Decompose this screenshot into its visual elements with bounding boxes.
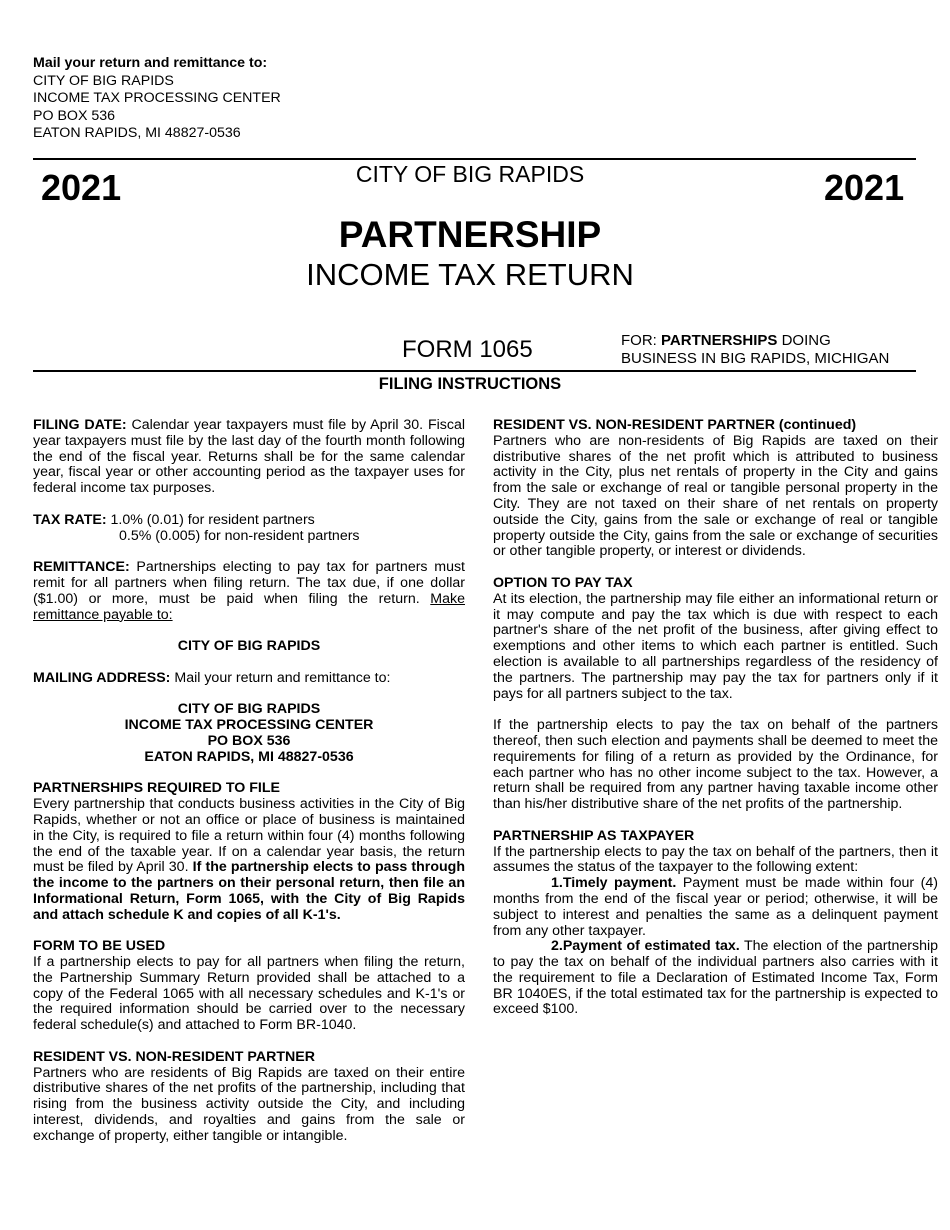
tax-rate-line2: 0.5% (0.005) for non-resident partners (119, 527, 360, 544)
mailing-address-text: Mail your return and remittance to: (174, 669, 391, 686)
resident-cont-text: Partners who are non-residents of Big Rapids are taxed on their distributive shares of the net profit which is attributed to business activity in the City, plus net rentals of property in the City and gains from the sale or exchange of real or tangible personal property in the City. They are not taxed on their share of net rentals on property outside the City, gains from the sale or exchange of real or tangible property outside the City, gains from the sale or exchange of securities or other tangible property, or interest or dividends. (493, 432, 938, 560)
required-text: Every partnership that conducts business activities in the City of Big Rapids, whether or not an office or place of business is maintained in the City, is required to file a return within four (4) months following the end of the taxable year. If on a calendar year basis, the return must be filed by April 30. (33, 796, 465, 876)
main-title: PARTNERSHIP (338, 214, 602, 255)
form-for-text (621, 332, 889, 368)
option-text-2: If the partnership elects to pay the tax on behalf of the partners thereof, then such election and payments shall be deemed to meet the requirements for filing of a return as provided by the Ordinance, for each partner who has no other income subject to the tax. However, a return shall be required from any partner having taxable income other than his/her distributive share of the net profits of the partnership. (493, 717, 938, 813)
form-number: FORM 1065 (402, 336, 533, 363)
mail-to-line: INCOME TAX PROCESSING CENTER (33, 90, 281, 106)
year-left: 2021 (41, 167, 122, 208)
estimated-tax-label: 2.Payment of estimated tax. (551, 938, 740, 955)
remittance-label: REMITTANCE: (33, 559, 130, 576)
required-heading: PARTNERSHIPS REQUIRED TO FILE (33, 780, 280, 797)
right-column (493, 418, 938, 1018)
tax-rate-label: TAX RATE: (33, 511, 107, 528)
resident-heading: RESIDENT VS. NON-RESIDENT PARTNER (33, 1048, 315, 1065)
payable-to: CITY OF BIG RAPIDS (177, 638, 321, 655)
taxpayer-text: If the partnership elects to pay the tax on behalf of the partners, then it assumes the status of the taxpayer to the following extent: (493, 843, 938, 876)
tax-rate-section (33, 513, 465, 529)
sub-title: INCOME TAX RETURN (306, 257, 634, 292)
option-text: At its election, the partnership may file either an informational return or it may compute and pay the tax which is due with respect to each partner's share of the net profit of the business, after giving effect to exemptions and other items to which each partner is entitled. Such election is available to all partnerships regardless of the residency of the partners. The partnership may pay the tax for partners only if it pays for all partners subject to the tax. (493, 590, 938, 702)
timely-payment-text: Payment must be made within four (4) months from the end of the fiscal year or period; otherwise, it will be subject to interest and penalties the same as a delinquent payment from any other taxpayer. (493, 875, 938, 939)
form-for-line2: BUSINESS IN BIG RAPIDS, MICHIGAN (621, 350, 890, 367)
option-heading: OPTION TO PAY TAX (493, 574, 633, 591)
timely-payment-item (493, 876, 938, 939)
remittance-text: Partnerships electing to pay tax for partners must remit for all partners when filing return. The tax due, if one dollar ($1.00) or more, must be paid when filing the return. (33, 559, 465, 607)
mail-to-block (33, 55, 281, 143)
filing-date-text: Calendar year taxpayers must file by April 30. Fiscal year taxpayers must file by the last day of the fourth month following the end of the fiscal year. Returns shall be for the same calendar year, fiscal year or other accounting period as the taxpayer uses for federal income tax purposes. (33, 417, 465, 497)
resident-text: Partners who are residents of Big Rapids are taxed on their entire distributive shares of the net profits of the partnership, including that rising from the business activity outside the City, and including interest, dividends, and royalties and gains from the sale or exchange of property, either tangible or intangible. (33, 1064, 465, 1144)
mail-to-line: PO BOX 536 (33, 107, 116, 124)
resident-cont-heading: RESIDENT VS. NON-RESIDENT PARTNER (continued) (493, 417, 857, 433)
form-used-text: If a partnership elects to pay for all partners when filing the return, the Partnership Summary Return provided shall be attached to a copy of the Federal 1065 with all necessary schedules and K-1's or the required information should be carried over to the necessary federal schedule(s) and attached to Form BR-1040. (33, 954, 465, 1034)
required-bold-text: If the partnership elects to pass through the income to the partners on their personal return, then file an Informational Return, Form 1065, with the City of Big Rapids and attach schedule K and copies of all K-1's. (33, 859, 465, 923)
form-for-rest: DOING (781, 332, 831, 349)
filing-instructions-heading: FILING INSTRUCTIONS (378, 375, 562, 393)
address-line: EATON RAPIDS, MI 48827-0536 (144, 748, 354, 765)
required-section (33, 797, 465, 923)
mail-to-heading: Mail your return and remittance to: (33, 55, 268, 71)
form-used-heading: FORM TO BE USED (33, 938, 166, 955)
mailing-address-section (33, 671, 465, 687)
form-for-bold: PARTNERSHIPS (661, 332, 778, 349)
mail-to-line: EATON RAPIDS, MI 48827-0536 (33, 125, 241, 141)
estimated-tax-item (493, 939, 938, 1018)
tax-rate-line1: 1.0% (0.01) for resident partners (110, 511, 315, 528)
form-for-prefix: FOR: (621, 332, 657, 349)
city-title: CITY OF BIG RAPIDS (355, 161, 585, 187)
mailing-address-label: MAILING ADDRESS: (33, 669, 171, 686)
address-line: INCOME TAX PROCESSING CENTER (124, 717, 374, 734)
mid-rule (33, 370, 916, 372)
year-right: 2021 (824, 167, 905, 208)
top-rule (33, 158, 916, 160)
left-column (33, 418, 465, 1145)
mail-to-line: CITY OF BIG RAPIDS (33, 72, 174, 89)
remittance-payable-link: Make remittance payable to: (33, 590, 465, 623)
remittance-section (33, 560, 465, 623)
filing-date-label: FILING DATE: (33, 417, 127, 433)
address-line: PO BOX 536 (207, 732, 291, 749)
taxpayer-heading: PARTNERSHIP AS TAXPAYER (493, 827, 695, 844)
timely-payment-label: 1.Timely payment. (551, 875, 677, 892)
filing-date-section (33, 418, 465, 497)
address-line: CITY OF BIG RAPIDS (177, 701, 321, 718)
estimated-tax-text: The election of the partnership to pay the tax on behalf of the individual partners also carries with it the requirement to file a Declaration of Estimated Income Tax, Form BR 1040ES, if the total estimated tax for the partnership is expected to exceed $100. (493, 938, 939, 1018)
